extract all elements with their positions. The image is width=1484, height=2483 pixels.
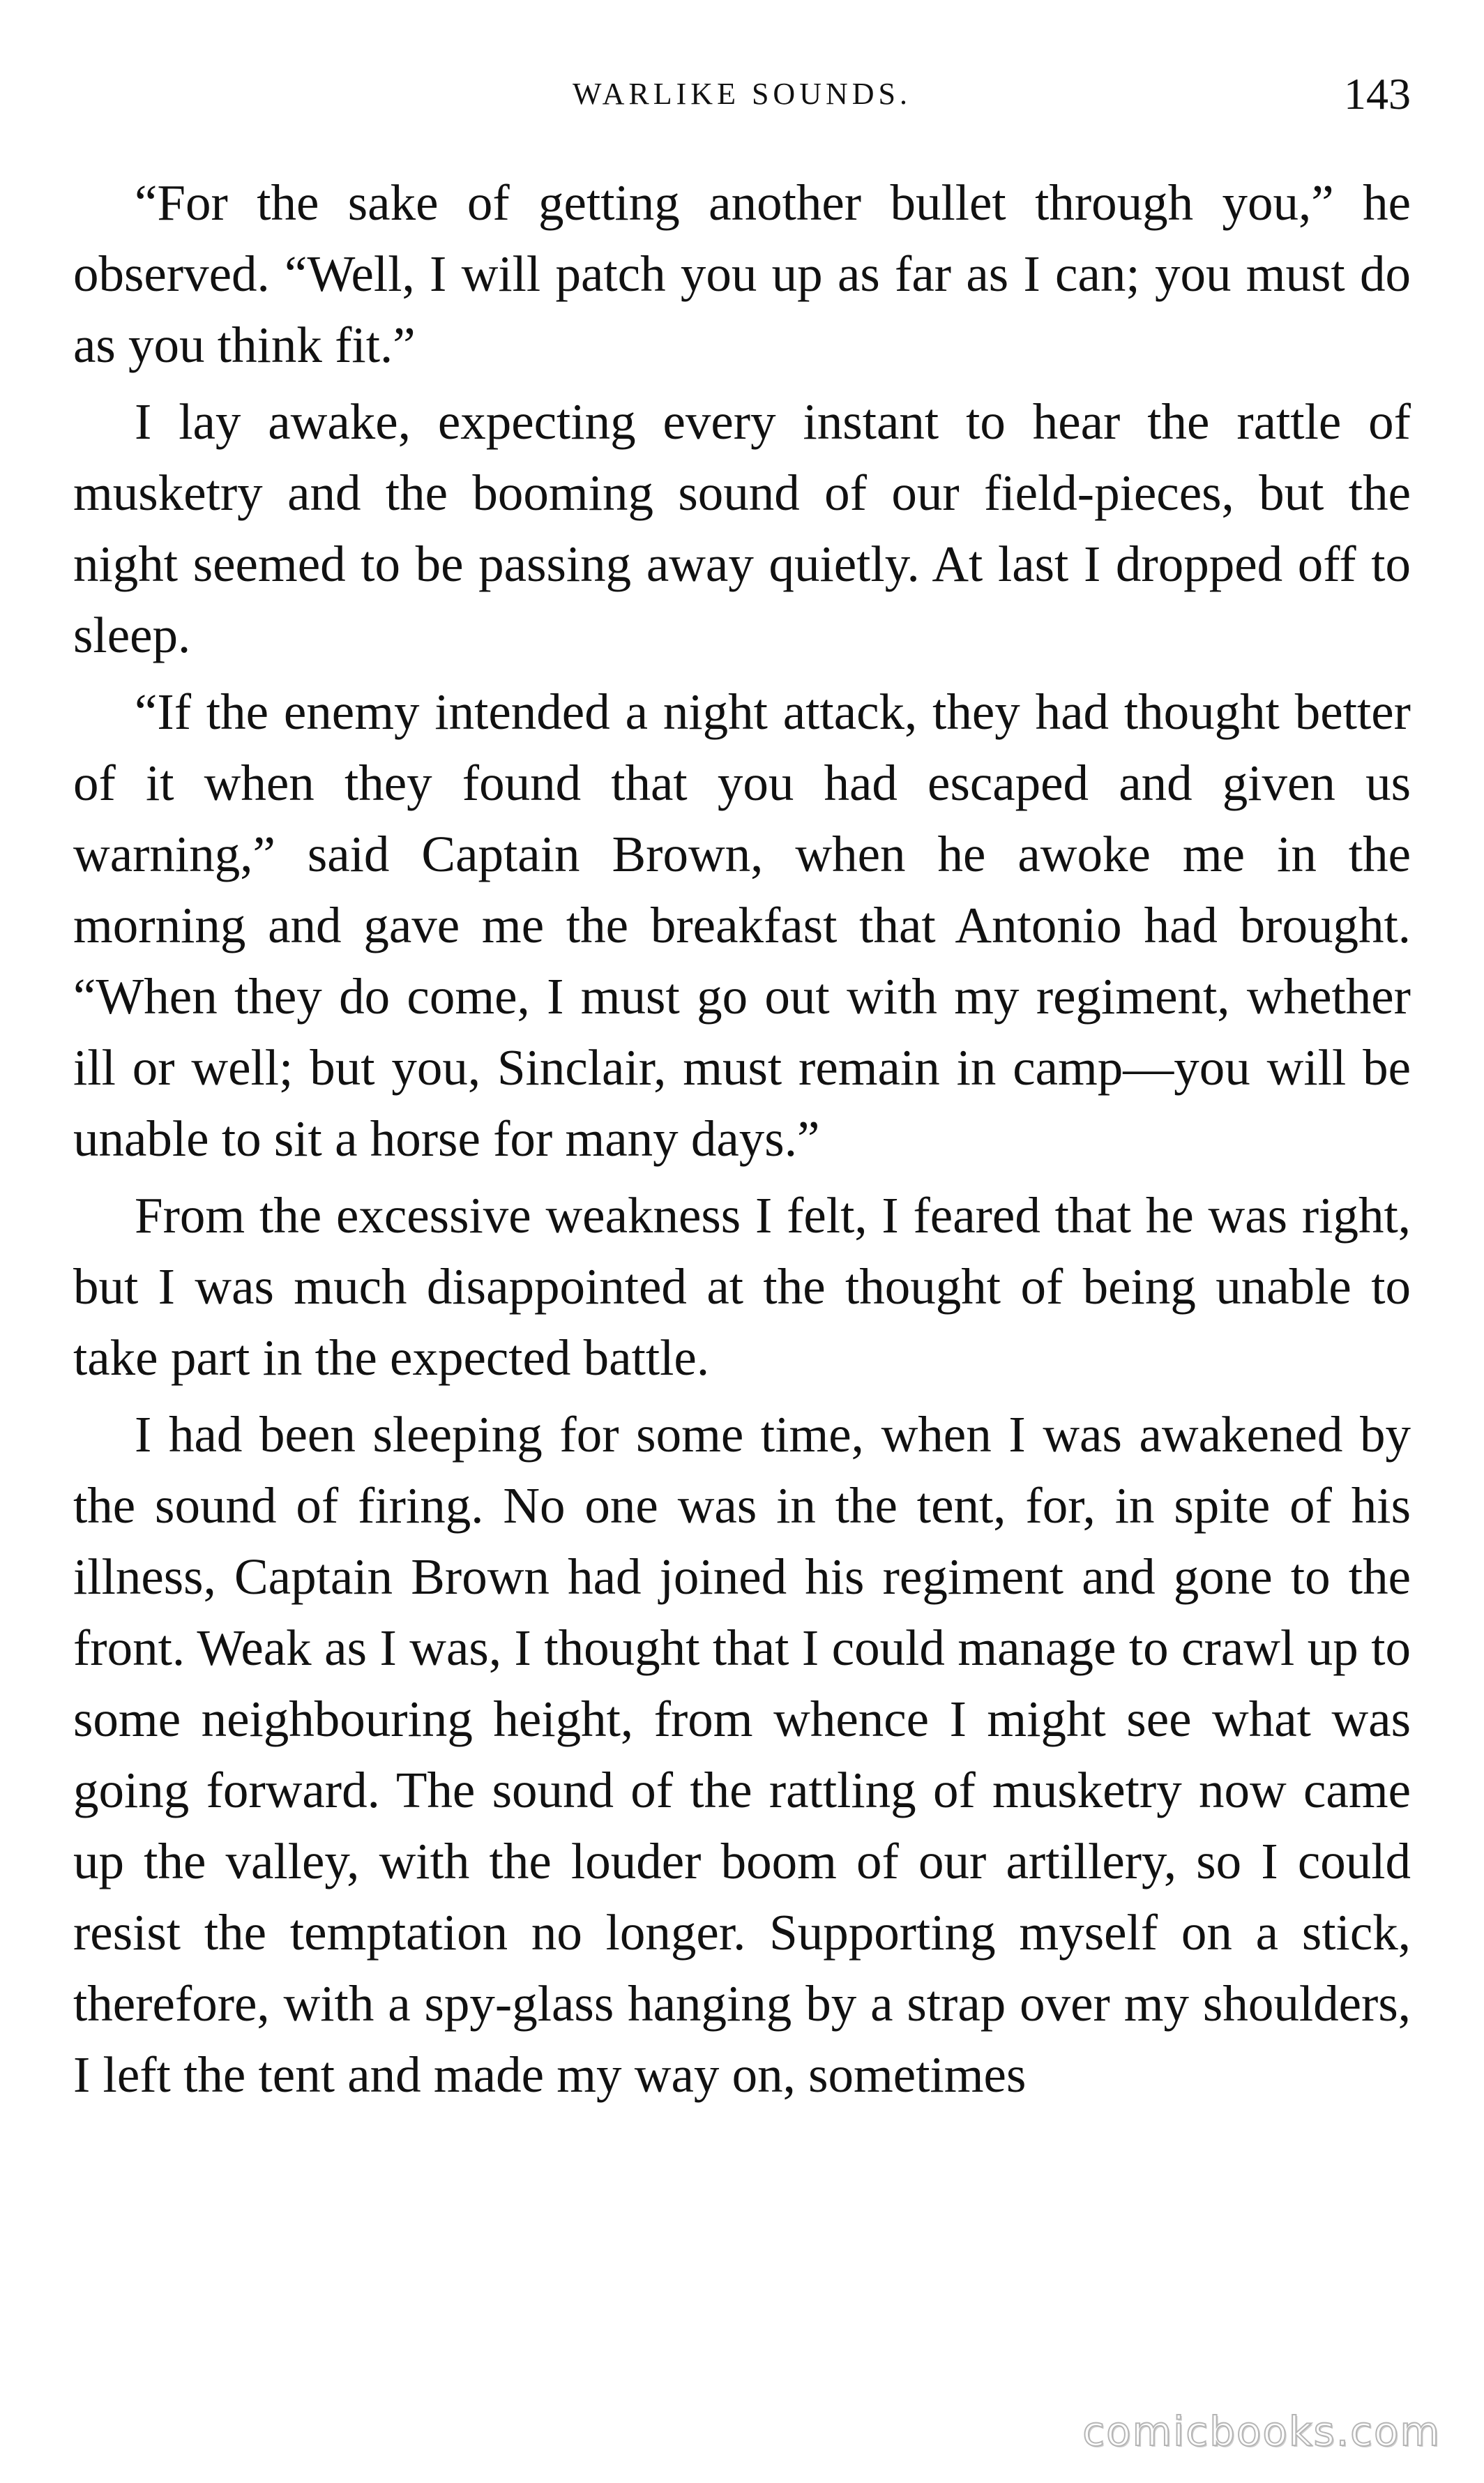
body-text [73, 167, 1411, 2111]
running-head [73, 66, 1411, 122]
watermark: comicbooks.com [1082, 2408, 1441, 2455]
paragraph-3: “If the enemy intended a night attack, they had thought better of it when they found that you had escaped and given us warning,” said Captain Brown, when he awoke me in the morning and gave me the breakfast that Antonio had brought. “When they do come, I must go out with my regiment, whether ill or well; but you, Sinclair, must remain in camp—you will be unable to sit a horse for many days.” [73, 684, 1411, 1167]
page-number: 143 [1344, 69, 1411, 119]
paragraph-1: “For the sake of getting another bullet through you,” he observed. “Well, I will patch you up as far as I can; you must do as you think fit.” [73, 174, 1411, 373]
running-title: WARLIKE SOUNDS. [573, 77, 911, 111]
paragraph-2: I lay awake, expecting every instant to hear the rattle of musketry and the booming sound of our field-pieces, but the night seemed to be passing away quietly. At last I dropped off to sleep. [73, 393, 1411, 663]
paragraph-5: I had been sleeping for some time, when I was awakened by the sound of firing. No one was in the tent, for, in spite of his illness, Captain Brown had joined his regiment and gone to the front. Weak as I was, I thought that I could manage to crawl up to some neighbouring height, from whence I might see what was going forward. The sound of the rattling of musketry now came up the valley, with the louder boom of our artillery, so I could resist the temptation no longer. Supporting myself on a stick, therefore, with a spy-glass hanging by a strap over my shoulders, I left the tent and made my way on, sometimes [73, 1406, 1411, 2103]
paragraph-4: From the excessive weakness I felt, I feared that he was right, but I was much disappointed at the thought of being unable to take part in the expected battle. [73, 1187, 1411, 1386]
